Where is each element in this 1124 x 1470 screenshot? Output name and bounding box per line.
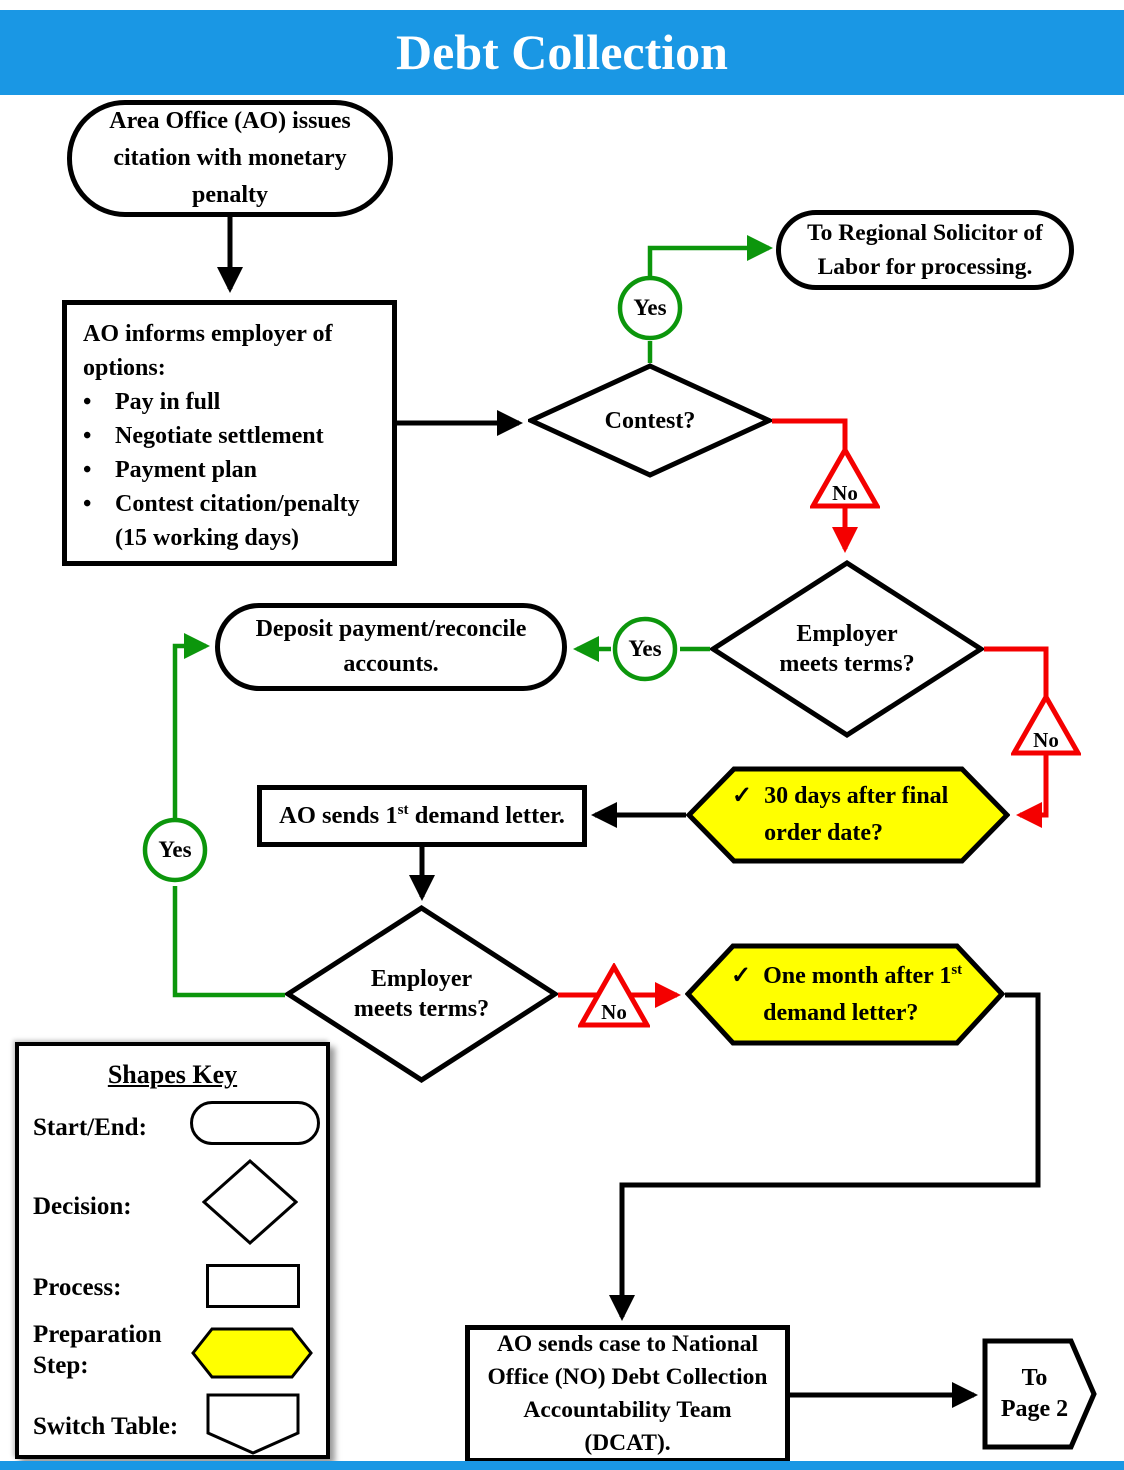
key-preparation-shape <box>191 1326 313 1380</box>
shapes-key-title: Shapes Key <box>107 1060 238 1089</box>
bullet-glyph: • <box>83 491 92 517</box>
key-process-shape <box>206 1264 300 1308</box>
check-icon: ✓ <box>732 783 753 809</box>
footer-bar <box>0 1461 1124 1470</box>
check-icon: ✓ <box>731 962 752 989</box>
option-item: • Payment plan <box>83 453 257 487</box>
arrow-yes1-to-regional <box>650 248 769 276</box>
to-regional-label: To Regional Solicitor of Labor for processing. <box>807 220 1043 280</box>
option-item: • Contest citation/penalty (15 working days) <box>83 487 384 555</box>
to-page-2-connector <box>982 1338 1097 1450</box>
bullet-glyph: • <box>83 389 92 415</box>
deposit-label: Deposit payment/reconcile accounts. <box>255 616 527 677</box>
dcat-process-box <box>465 1325 790 1463</box>
employer-meets-terms-diamond-1 <box>710 560 984 738</box>
terms2-label: Employer meets terms? <box>353 966 490 1022</box>
one-month-label: One month after 1st demand letter? <box>763 961 963 1026</box>
line-terms1-to-no2 <box>984 649 1046 697</box>
option-item: • Negotiate settlement <box>83 419 324 453</box>
days30-preparation-hexagon <box>686 765 1010 865</box>
arrow-yes3-to-deposit <box>175 646 206 818</box>
option-item: • Pay in full <box>83 385 220 419</box>
bullet-glyph: • <box>83 423 92 449</box>
line-terms2-to-yes3 <box>175 886 285 995</box>
start-node <box>67 100 393 217</box>
yes-connector-contest: Yes <box>617 275 683 341</box>
bullet-glyph: • <box>83 457 92 483</box>
dcat-label: AO sends case to National Office (NO) Debt Collection Accountability Team (DCAT). <box>487 1331 768 1456</box>
demand-letter-process-box <box>257 785 587 847</box>
key-label-switch-table: Switch Table: <box>33 1413 179 1440</box>
terms1-label: Employer meets terms? <box>779 621 915 677</box>
options-intro: AO informs employer of options: <box>83 321 333 381</box>
contest-decision-diamond <box>528 363 772 478</box>
shapes-key-legend <box>15 1042 330 1459</box>
yes-connector-terms2: Yes <box>142 817 208 883</box>
arrow-no2-to-days30 <box>1020 753 1046 815</box>
no-connector-terms2: No <box>578 963 650 1029</box>
key-label-decision: Decision: <box>33 1193 132 1220</box>
key-decision-shape <box>202 1159 298 1245</box>
start-node-label: Area Office (AO) issues citation with monetary penalty <box>109 108 351 208</box>
demand-letter-label: AO sends 1st demand letter. <box>279 800 565 829</box>
no-connector-terms1: No <box>1011 693 1081 757</box>
deposit-payment-node <box>215 603 567 691</box>
key-start-end-shape <box>190 1101 320 1145</box>
days30-label: 30 days after final order date? <box>764 783 949 846</box>
yes-connector-terms1: Yes <box>612 616 678 682</box>
no-connector-contest: No <box>810 446 880 510</box>
contest-label: Contest? <box>604 407 696 434</box>
one-month-preparation-hexagon <box>685 942 1005 1047</box>
page-title: Debt Collection <box>396 24 728 80</box>
to-regional-solicitor-node <box>776 210 1074 290</box>
key-label-process: Process: <box>33 1274 122 1301</box>
to-page-2-label: To Page 2 <box>1000 1365 1069 1422</box>
key-label-preparation: Preparation Step: <box>33 1321 162 1379</box>
key-label-start-end: Start/End: <box>33 1114 147 1141</box>
key-switch-table-shape <box>206 1393 300 1455</box>
options-process-box <box>62 300 397 566</box>
